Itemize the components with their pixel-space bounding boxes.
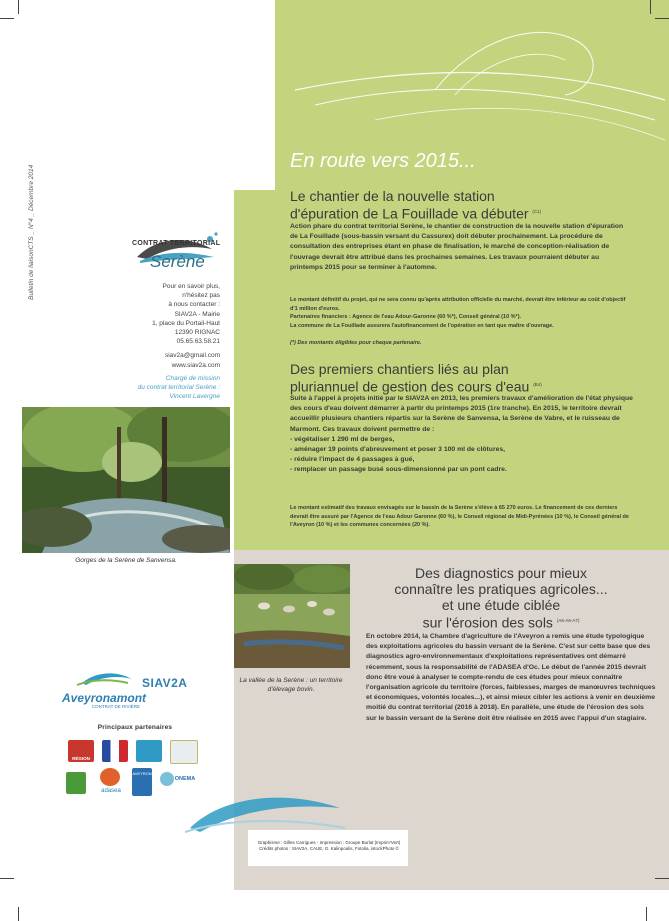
list-item: - végétaliser 1 290 ml de berges, [290, 435, 395, 443]
section1-footnote: (*) Des montants éligibles pour chaque partenaire. [290, 340, 422, 346]
peche-logo [170, 740, 198, 764]
aveyron-wave-icon [62, 667, 140, 687]
crop-mark [18, 0, 33, 14]
crop-mark [655, 878, 669, 893]
contact-line: 12390 RIGNAC [174, 329, 220, 337]
contact-line: SIAV2A - Mairie [174, 310, 220, 318]
contact-block [108, 282, 220, 401]
credits-line: Crédits photos : SIAV2A, CAUE, G. Kalinpoulis, Fotolia, istockPhoto © [259, 846, 399, 851]
section3-title-line: connaître les pratiques agricoles... [394, 581, 608, 597]
credits-line: Graphisme : Gilles Carrigues - Impression : Groupe Burlat (Imprim'Vert) [257, 840, 401, 845]
section1-ref: (C1) [532, 209, 542, 214]
section3-title-line: Des diagnostics pour mieux [415, 565, 587, 581]
section3-title [366, 565, 636, 631]
agence-eau-logo [136, 740, 162, 762]
section1-note: Le montant définitif du projet, qui ne sera connu qu'après attribution officielle du marché, devrait être inférieur au coût d'objectif d'1 million d'euros. [290, 297, 626, 312]
siav2a-logo [142, 676, 194, 696]
email-link[interactable]: siav2a@gmail.com [164, 352, 220, 360]
section2-title-line1: Des premiers chantiers liés au plan [290, 361, 509, 377]
section1-notes [290, 296, 630, 330]
partners-title: Principaux partenaires [97, 724, 173, 731]
section1-note: La commune de La Fouillade assurera l'autofinancement de l'opération en tant que maître d'ouvrage. [290, 322, 554, 329]
list-item: - remplacer un passage busé sous-dimensionné par un pont cadre. [290, 466, 507, 474]
contact-line: 1, place du Portail-Haut [152, 319, 220, 327]
section3-ref: (A5-A6-A7) [556, 618, 580, 623]
cattle-valley-photo [234, 564, 350, 668]
swirl-decoration [275, 0, 669, 150]
aveyron-logo-text: Aveyronamont [62, 691, 147, 705]
credits-text [250, 840, 408, 852]
chambre-agriculture-logo [66, 772, 86, 794]
section1-body: Action phare du contrat territorial Serène, le chantier de construction de la nouvelle station d'épuration de La Fouillade (sous-bassin versant du Cassurex) doit débuter prochainement. La procédure de consultation des entreprises étant en phase de finalisation, le marché de conception-réalisation de l'ouvrage devrait être attribué dans les prochaines semaines. Les travaux pourraient débuter au printemps 2015 pour se terminer à l'automne. [290, 223, 624, 271]
field-photo-caption: La vallée de la Serène : un territoire d'élevage bovin. [239, 677, 343, 693]
crop-mark [0, 18, 14, 33]
logo-subtitle: CONTRAT TERRITORIAL [132, 240, 221, 247]
contact-line: à nous contacter : [168, 301, 220, 309]
section2-ref: (B4) [533, 382, 542, 387]
issue-label: Bulletin de liaisonCTS _ N°4 _ Décembre 2014 [28, 164, 35, 300]
mission-line: Chargé de mission [165, 374, 220, 382]
adasea-logo [100, 768, 120, 786]
mission-line: du contrat territorial Serène : [137, 384, 220, 392]
contact-line: Pour en savoir plus, [162, 283, 220, 290]
section1-title-line2: d'épuration de La Fouillade va débuter [290, 205, 529, 222]
crop-mark [632, 907, 647, 921]
section1-note: Partenaires financiers : Agence de l'eau Adour-Garonne (60 %*), Conseil général (10 %*). [290, 314, 522, 320]
siav2a-logo-text: SIAV2A [142, 676, 188, 690]
conseil-general-logo-text: AVEYRON [132, 771, 152, 776]
section3-title-line: et une étude ciblée [441, 597, 561, 613]
region-logo-text: RÉGION [72, 756, 90, 761]
section2-body [290, 394, 640, 476]
onema-logo-text: ONEMA [174, 776, 196, 782]
river-photo-caption: Gorges de la Serène de Sanvensa. [75, 557, 177, 564]
website-link[interactable]: www.siav2a.com [171, 361, 220, 369]
section3-title-line: sur l'érosion des sols [422, 614, 553, 631]
section3-body: En octobre 2014, la Chambre d'agriculture de l'Aveyron a remis une étude typologique des exploitations agricoles du bassin versant de la Serène. C'est sur cette base que des diagnostics agro-environnementaux d'exploitations représentatives ont démarré récemment, sous la responsabilité de l'ADASEA d'Oc. Le début de l'année 2015 devrait donc être voué à analyser le compte-rendu de ces études pour mieux connaître l'organisation agricole du territoire (forces, faiblesses, marges de manœuvres techniques et économiques, volontés locales...), et ainsi mieux cibler les actions à venir en deuxième moitié du contrat territorial (2016 à 2018). En parallèle, une étude de l'érosion des sols sur le bassin versant de la Serène doit être réalisée en 2015 avec l'appui d'un stagiaire. [366, 633, 656, 722]
list-item: - aménager 19 points d'abreuvement et poser 3 100 ml de clôtures, [290, 446, 506, 454]
mission-line: Vincent Lavergne [169, 393, 220, 401]
crop-mark [18, 907, 33, 921]
section1-title-line1: Le chantier de la nouvelle station [290, 188, 495, 204]
logo-title: Serène [150, 252, 205, 271]
section1-title [290, 188, 640, 222]
aveyron-amont-logo [62, 667, 147, 713]
contact-line: 05.65.63.58.21 [176, 338, 220, 346]
page-headline: En route vers 2015... [290, 150, 476, 172]
contact-line: n'hésitez pas [182, 292, 220, 300]
aveyron-logo-sub: CONTRAT DE RIVIÈRE [91, 704, 140, 709]
list-item: - réduire l'impact de 4 passages à gué, [290, 456, 415, 464]
section2-title-line2: pluriannuel de gestion des cours d'eau [290, 378, 530, 395]
crop-mark [655, 18, 669, 33]
section2-note: Le montant estimatif des travaux envisagés sur le bassin de la Serène s'élève à 65 270 euros. Le financement de ces derniers devrait être assuré par l'Agence de l'eau Adour Garonne (60 %), le Conseil régional de Midi-Pyrénées (10 %), le Conseil général de l'Aveyron (10 %) et les communes concernées (20 %). [290, 505, 629, 528]
republique-logo [102, 740, 128, 762]
adasea-logo-text: adasea [101, 788, 121, 794]
section2-body-text: Suite à l'appel à projets initié par le SIAV2A en 2013, les premiers travaux d'amélioration de l'état physique des cours d'eau doivent démarrer à partir du printemps 2015 (1re tranche). En 2015, le territoire devrait accueillir plusieurs chantiers répartis sur la Serène de Sanvensa, la Serène de Vabre, et le ruisseau de Marmont. Ces travaux doivent permettre de : [290, 395, 633, 433]
river-gorge-photo [22, 407, 230, 553]
crop-mark [0, 878, 14, 893]
crop-mark [636, 0, 651, 14]
section2-title [290, 361, 640, 395]
